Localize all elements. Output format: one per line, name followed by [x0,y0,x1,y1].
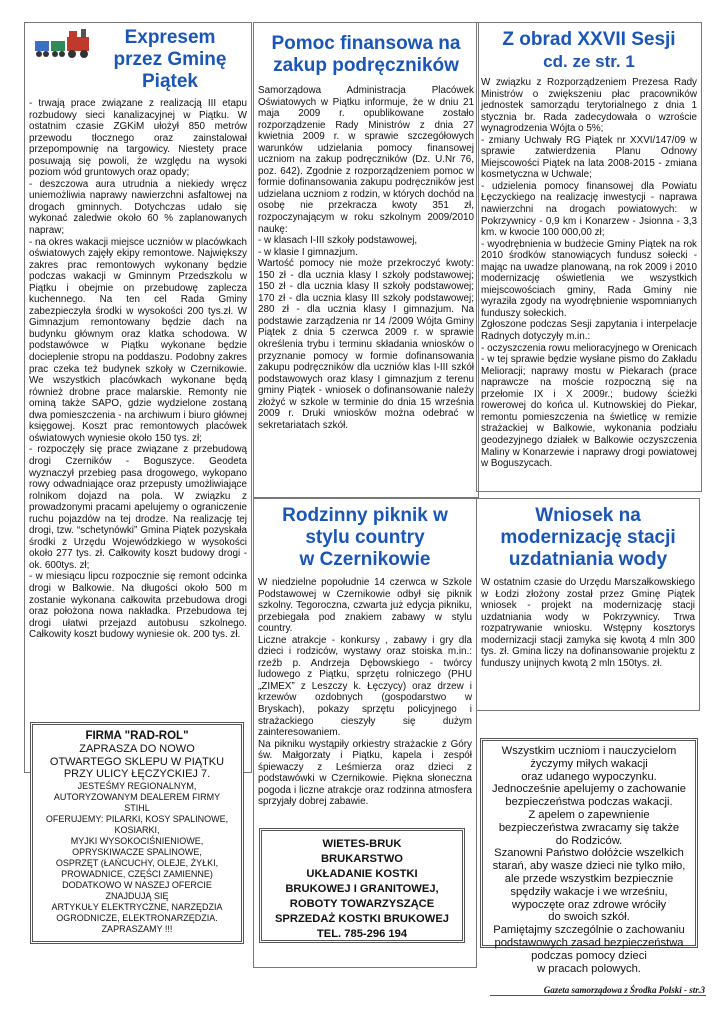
paragraph: W związku z Rozporządzeniem Prezesa Rady Ministrów o zwiększeniu płac pracowników jednostek samorządu terytorialnego z dnia 1 stycznia br. Rada zadecydowała o wzroście wynagrodzenia Wójta o 5%; [481,77,697,135]
footer-divider [490,995,706,996]
ad-line: OTWARTEGO SKLEPU W PIĄTKU [49,755,225,768]
column-right [476,22,702,669]
wish-line: podczas pomocy dzieci [531,949,647,962]
article-wniosek-stacja [476,498,700,711]
page-footer: Gazeta samorządowa z Środka Polski - str.3 [543,985,705,995]
ad-small-line: OSPRZĘT (ŁAŃCUCHY, OLEJE, ŻYŁKI, [55,857,219,868]
paragraph: - udzielenia pomocy finansowej dla Powiatu Łęczyckiego na realizację inwestycji - naprawa nawierzchni na drogach powiatowych: w Pokrzywnicy - 0,9 km i Konarzew - Jsionna - 3,3 km. w kwocie 100 000,00 zł; [481,180,697,239]
ad-small-line: PROWADNICE, CZĘŚCI ZAMIENNE) [61,868,213,879]
wish-line: Wszystkim uczniom i nauczycielom [501,745,677,757]
article-body [25,96,251,772]
headline-line: Expresem [124,27,216,48]
article-z-obrad-sesji [476,22,702,492]
wish-line: starań, aby wasze dzieci nie tylko miło, [492,860,686,873]
wish-line: Szanowni Państwo dołóżcie wszelkich [494,847,684,860]
advertisement-wietes-bruk [259,828,465,943]
wish-line: wypoczęte oraz zdrowe wróciły [511,898,667,911]
wish-line: oraz udanego wypoczynku. [521,770,657,783]
ad-small-line: KOSIARKI, [114,824,160,835]
wish-line: życzymy miłych wakacji [530,757,648,770]
paragraph: W niedzielne popołudnie 14 czerwca w Szkole Podstawowej w Czernikowie odbył się piknik szkolny. Tegoroczna, czwarta już edycja pikniku, przebiegała pod znakiem zabawy w stylu country. [258,577,472,635]
headline-line: zakup podręczników [273,55,459,76]
headline-line: przez Gminę Piątek [113,49,227,92]
column-middle [253,22,479,808]
article-body [258,577,472,808]
toy-train-icon [33,27,95,61]
paragraph: Liczne atrakcje - konkursy , zabawy i gry dla dzieci i rodziców, wystawy oraz stoiska m.in.: rzeźb p. Andrzeja Dębowskiego - twórcy ludowego z Piątku, sprzętu rolniczego (PHU „ZIMEX” z Leszczy k. Łęczycy) oraz drzew i krzewów ozdobnych (gospodarstwo w Bryskach), pokazy sprzętu policyjnego i strażackiego cieszyły się dużym zainteresowaniem. [258,634,472,739]
paragraph: - oczyszczenia rowu melioracyjnego w Orenicach - w tej sprawie będzie wysłane pismo do Zakładu Melioracji; naprawy mostu w Piekarach (prace naprawcze na moście rozpoczną się na przełomie IX i X 2009r.; budowy ścieżki rowerowej do końca ul. Kutnowskiej do Piekar, remontu pomieszczenia na świetlicę w remizie strażackiej w Balkowie, wykonania podziału geodezyjnego działek w Balkowie oczyszczenia Maliny w Konarzewie i naprawy drogi powiatowej w Boguszycach. [481,342,697,470]
ad-line: SPRZEDAŻ KOSTKI BRUKOWEJ [274,913,450,925]
headline-line: Wniosek na [535,505,641,526]
paragraph: - deszczowa aura utrudnia a niekiedy wręcz uniemożliwia naprawy nawierzchni asfaltowej na drogach gminnych. Dotychczas udało się wykonać zaledwie około 60 % zaplanowanych napraw; [29,178,247,237]
paragraph: W ostatnim czasie do Urzędu Marszałkowskiego w Łodzi złożony został przez Gminę Piątek wniosek - projekt na modernizację stacji uzdatniania wody w Pokrzywnicy. Trwa rozpatrywanie wniosku. Wstępny kosztorys modernizacji stacji zamyka się kwotą 4 mln 300 tys. zł. Gmina liczy na dofinansowanie projektu z funduszy unijnych kwotą 2 mln 150tys. zł. [481,577,695,669]
wish-line: do swoich szkół. [548,911,630,924]
ad-small-line: ARTYKUŁY ELEKTRYCZNE, NARZĘDZIA [51,901,223,912]
ad-small-line: OFERUJEMY: PILARKI, KOSY SPALINOWE, [45,813,229,824]
ad-line: BRUKARSTWO [320,853,404,865]
headline-z-obrad-sesji [481,25,697,77]
paragraph: - w klasie I gimnazjum. [258,246,358,258]
article-body [258,85,474,431]
headline-line: uzdatniania wody [508,549,668,570]
paragraph: Wartość pomocy nie może przekroczyć kwoty: 150 zł - dla ucznia klasy I szkoły podstawowej; 150 zł - dla ucznia klasy II szkoły podstawowej; 170 zł - dla ucznia klasy III szkoły podstawowej; 280 zł - dla ucznia klasy I gimnazjum. Na podstawie zarządzenia nr 14 /2009 Wójta Gminy Piątek z dnia 5 czerwca 2009 r. w sprawie określenia trybu i terminu składania wniosków o przyznanie pomocy w formie dofinansowania zakupu podręczników dla uczniów klas I-III szkół podstawowych oraz klasy I gimnazjum z terenu gminy Piątek - wniosek o dofinansowanie należy złożyć w szkole w terminie do dnia 15 września 2009 r. Druki wniosków można odebrać w sekretariatach szkół. [258,258,474,431]
article-expresem [24,22,252,773]
wish-line: podstawowych zasad bezpieczeństwa [494,936,684,949]
paragraph: - trwają prace związane z realizacją III etapu rozbudowy sieci kanalizacyjnej w Piątku. W ostatnim czasie ZGKiM ułożył 850 metrów przewodu tłocznego oraz zainstalował przepompownię na targowicy. Niestety prace posuwają się powoli, że względu na wysoki poziom wód gruntowych oraz opady; [29,98,247,179]
headline-rodzinny-piknik [258,501,472,577]
headline-line: Rodzinny piknik w [282,505,448,526]
paragraph: - zmiany Uchwały RG Piątek nr XXVI/147/09 w sprawie zatwierdzenia Planu Odnowy Miejscowości Piątek na lata 2008-2015 - zmiana kosmetyczna w Uchwale; [481,134,697,181]
paragraph: Samorządowa Administracja Placówek Oświatowych w Piątku informuje, że w dniu 21 maja 2009 r. opublikowane zostało rozporządzenie Rady Ministrów z dnia 27 kwietnia 2009 r. w sprawie szczegółowych warunków udzielania pomocy finansowej uczniom na zakup podręczników (Dz. U.Nr 76, poz. 642). Zgodnie z rozporządzeniem pomoc w formie dofinansowania zakupu podręczników jest udzielana uczniom z rodzin, w których dochód na osobę nie przekracza kwoty 351 zł, rozpoczynającym w roku szkolnym 2009/2010 naukę: [258,85,474,235]
headline-line: Z obrad XXVII Sesji [502,29,676,50]
ad-title: FIRMA "RAD-ROL" [85,730,189,742]
headline-line: w Czernikowie [299,549,431,570]
paragraph: Na pikniku wystąpiły orkiestry strażackie z Góry św. Małgorzaty i Piątku, kapela i zespół śpiewaczy z Leśmierza oraz dzieci z podstawówki w Czernikowie. Piękna słoneczna pogoda i liczne atrakcje oraz rodzinna atmosfera sprzyjały dobrej zabawie. [258,738,472,808]
article-body [481,577,695,669]
ad-small-line: ZAPRASZAMY !!! [101,923,173,934]
wish-line: do Rodziców. [555,834,623,847]
ad-line: ZAPRASZA DO NOWO [79,743,195,755]
ad-small-line: AUTORYZOWANYM DEALEREM FIRMY [53,791,221,802]
article-pomoc-finansowa [253,22,479,498]
paragraph: - w klasach I-III szkoły podstawowej, [258,235,418,247]
headline-pomoc-finansowa [258,25,474,85]
ad-line: ROBOTY TOWARZYSZĄCE [289,898,435,910]
wish-line: ale przede wszystkim bezpiecznie [504,872,674,885]
advertisement-rad-rol [30,722,244,944]
ad-line: BRUKOWEJ I GRANITOWEJ, [285,883,439,895]
ad-line: UKŁADANIE KOSTKI [306,868,418,880]
wish-line: Z apelem o zapewnienie [528,808,650,821]
ad-small-line: DODATKOWO W NASZEJ OFERCIE [62,879,212,890]
article-body [481,77,697,470]
ad-small-line: OPRYSKIWACZE SPALINOWE, [72,846,202,857]
headline-line: modernizację stacji [500,527,676,548]
headline-line: Pomoc finansowa na [271,33,461,54]
wish-line: Jednocześnie apelujemy o zachowanie [491,783,687,796]
paragraph: - na okres wakacji miejsce uczniów w placówkach oświatowych zajęły ekipy remontowe. Największy zakres prac remontowych wykonany będzie podczas wakacji w Gminnym Przedszkolu w Piątku i obejmie on przebudowę zaplecza kuchennego. Na ten cel Rada Gminy zabezpieczyła środki w wysokości 200 tys.zł. W Gimnazjum remontowany będzie dach na budynku głównym oraz klatka schodowa. W podstawówce w Piątku wykonane będzie docieplenie stropu na poddaszu. Podobny zakres prac czeka też budynek szkoły w Czernikowie. We wszystkich placówkach wykonane będą również drobne prace malarskie. Remonty nie ominą także SAPO, gdzie wydzielone zostaną dwa pomieszczenia - na archiwum i biuro głównej księgowej. Koszt prac remontowych placówek oświatowych wyniesie około 150 tys. zł; [29,236,247,444]
wish-line: bezpieczeństwa podczas wakacji. [505,796,673,809]
wish-line: Pamiętajmy szczególnie o zachowaniu [493,924,685,937]
ad-small-line: MYJKI WYSOKOCIŚNIENIOWE, [70,835,204,846]
ad-small-line: JESTEŚMY REGIONALNYM, [77,780,197,791]
wish-line: spędziły wakacje i we wrześniu, [510,885,668,898]
ad-line: PRZY ULICY ŁĘCZYCKIEJ 7. [63,768,211,780]
paragraph: - wyodrębnienia w budżecie Gminy Piątek na rok 2010 środków stanowiących fundusz sołecki - mając na uwadze planowaną, na rok 2009 i 2010 modernizację oświetlenia we wszystkich miejscowościach gminy, Rada Gminy nie wyraziła zgody na wyodrębnienie wspomnianych funduszy sołeckich. [481,238,697,319]
paragraph: Zgłoszone podczas Sesji zapytania i interpelacje Radnych dotyczyły m.in.: [481,319,697,343]
ad-small-line: ZNAJDUJĄ SIĘ [105,890,169,901]
holiday-wishes-box [480,738,698,975]
headline-continuation: cd. ze str. 1 [543,52,635,71]
wish-line: w pracach polowych. [537,962,641,975]
wish-line: bezpieczeństwa zwracamy się także [498,821,680,834]
headline-line: stylu country [305,527,425,548]
paragraph: - w miesiącu lipcu rozpocznie się remont odcinka drogi w Balkowie. Na długości około 500 m zostanie wykonana całkowita przebudowa drogi oraz położona nowa nakładka. Przebudowa tej drogi ułatwi przejazd autobusu szkolnego. Całkowity koszt budowy wyniesie ok. 200 tys. zł. [29,571,247,641]
ad-line: WIETES-BRUK [322,838,402,850]
ad-small-line: OGRODNICZE, ELEKTRONARZĘDZIA. [56,912,218,923]
paragraph: - rozpoczęły się prace związane z przebudową drogi Czerników - Boguszyce. Geodeta wyznaczył przebieg pasa drogowego, wykopano rowy odwadniające oraz przepusty umożliwiające rolnikom dojazd na pola. W związku z prowadzonymi pracami apelujemy o ograniczenie ruchu pojazdów na tej drodze. Na realizację tej drogi, tzw. “schetynówki” Gmina Piątek pozyskała środki z Urzędu Wojewódzkiego w wysokości około 277 tys. zł. Całkowity koszt budowy drogi - ok. 600tys. zł; [29,444,247,571]
headline-wniosek-stacja [481,501,695,577]
ad-small-line: STIHL [124,802,150,813]
ad-phone: TEL. 785-296 194 [316,928,408,940]
